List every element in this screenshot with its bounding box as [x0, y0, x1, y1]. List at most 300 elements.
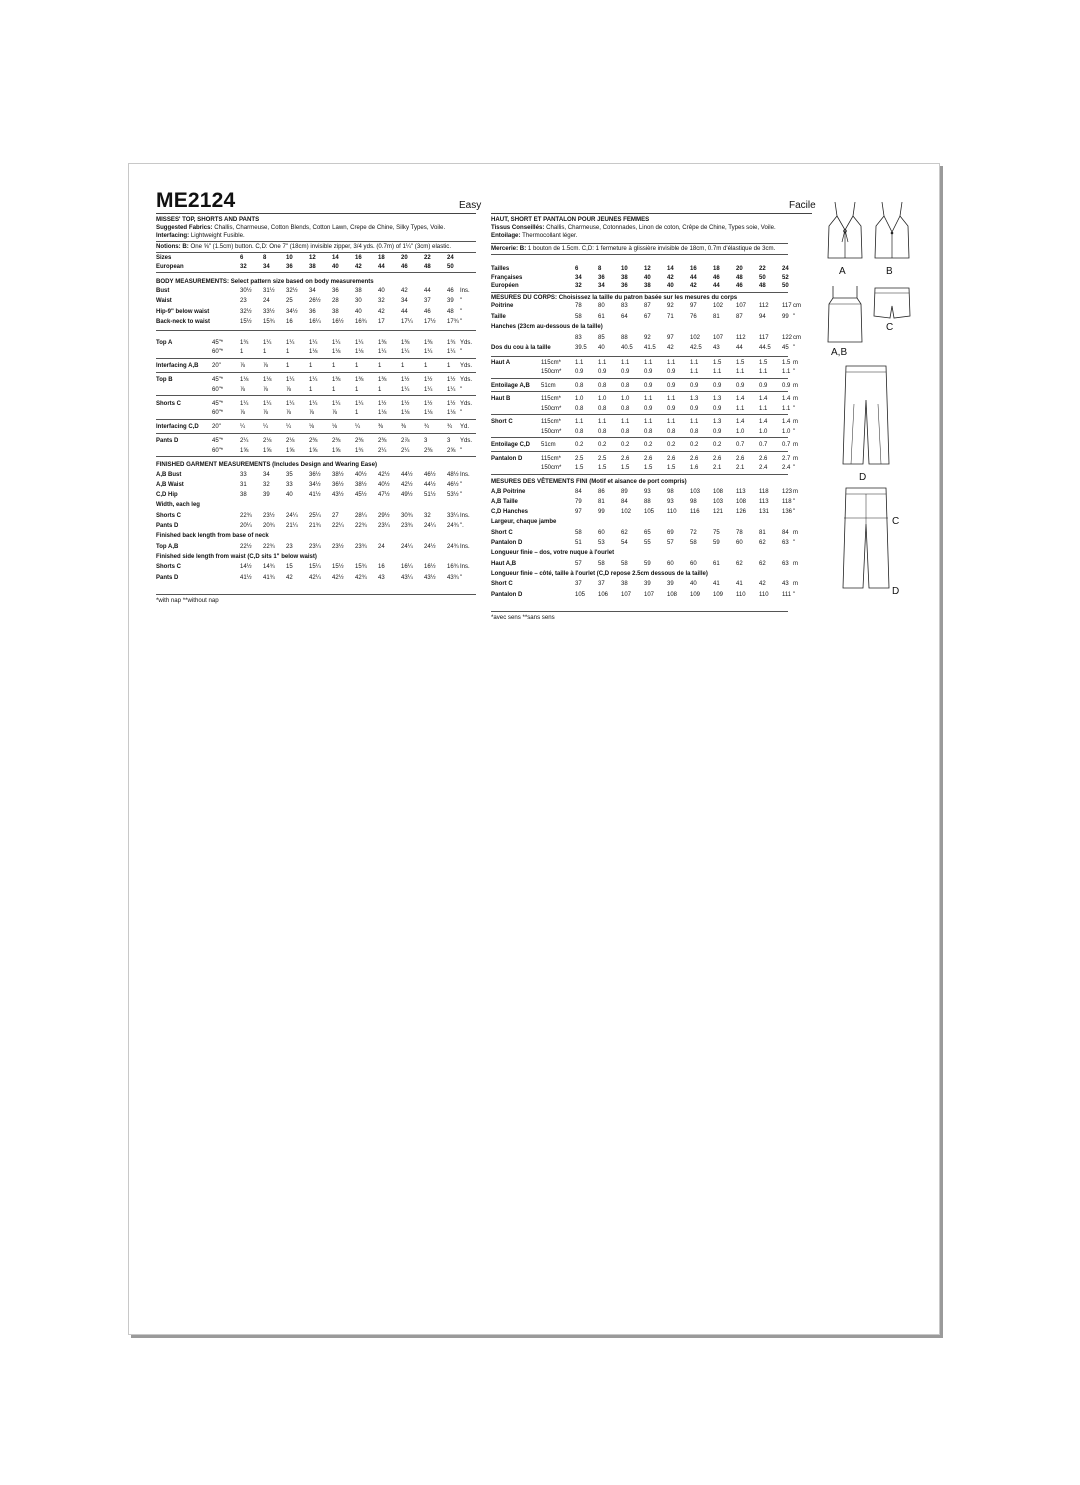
finished-value: 15	[286, 564, 293, 571]
yardage-value: 0.9	[667, 405, 676, 412]
body-value: 34	[401, 298, 408, 304]
yardage-value: 0.2	[621, 442, 630, 448]
table-rule	[156, 330, 476, 331]
yardage-value: 2⅜	[309, 438, 318, 444]
body-value: 38	[355, 287, 362, 294]
yardage-value: 1.1	[598, 359, 607, 366]
finished-value: 110	[736, 591, 746, 598]
yardage-value: 2.5	[598, 455, 607, 462]
yardage-value: 1.1	[644, 419, 653, 425]
unit: Ins.	[460, 471, 470, 478]
yardage-value: 2⅜	[355, 438, 364, 444]
unit: Ins.	[460, 543, 470, 550]
body-value: 39	[447, 298, 454, 304]
size-value: 44	[378, 263, 385, 270]
yardage-value: 1	[401, 363, 405, 369]
yardage-value: 1	[424, 363, 428, 369]
finished-value: 27	[332, 512, 339, 519]
section-title: MISSES' TOP, SHORTS AND PANTS	[156, 216, 260, 223]
yardage-value: 1	[355, 386, 359, 393]
yardage-value: 1.1	[759, 405, 768, 412]
finished-value: 42	[759, 581, 766, 588]
notions: Notions: B: One ⅝" (1.5cm) button. C,D: One 7" (18cm) invisible zipper, 3/4 yds. (0.7m) of 1¼" (3cm) elastic.	[156, 243, 452, 250]
body-value: 97	[690, 303, 697, 309]
finished-value: 24¾	[447, 543, 459, 550]
body-value: 17¼	[401, 319, 413, 325]
yardage-value: 1.5	[782, 359, 791, 366]
yardage-value: 2⅜	[332, 438, 341, 444]
fabric-width: 60"*	[212, 447, 224, 454]
yardage-value: 1.1	[575, 359, 584, 366]
unit: "	[460, 410, 463, 416]
yardage-value: 0.8	[598, 428, 607, 435]
size-value: 10	[286, 255, 293, 261]
finished-value: 86	[598, 488, 605, 495]
body-value: 117	[782, 303, 792, 309]
finished-value: 40½	[355, 471, 367, 478]
yardage-label: Haut B	[491, 396, 511, 402]
yardage-value: 1¼	[332, 400, 341, 407]
finished-value: 24	[378, 543, 385, 550]
yardage-value: 2⅛	[263, 438, 272, 444]
section-title: HAUT, SHORT ET PANTALON POUR JEUNES FEMMES	[491, 216, 650, 223]
finished-value: 43	[378, 574, 385, 581]
finished-value: 22¼	[332, 523, 344, 529]
size-value: 38	[621, 274, 628, 281]
finished-value: 38	[240, 492, 247, 499]
yardage-value: 1.0	[736, 428, 745, 435]
finished-value: 42¼	[309, 574, 321, 581]
yardage-value: 1⅝	[332, 447, 341, 454]
finished-value: 58	[690, 540, 697, 546]
finished-value: 22¾	[263, 543, 275, 550]
yardage-value: 1.1	[736, 405, 745, 412]
finished-value: 105	[575, 591, 586, 598]
finished-value: 34	[263, 471, 270, 478]
yardage-value: ¼	[240, 424, 246, 430]
yardage-value: 0.8	[598, 405, 607, 412]
size-value: 34	[575, 274, 582, 281]
yardage-value: 1.5	[713, 359, 722, 366]
finished-value: 23¼	[378, 523, 390, 529]
yardage-value: 1.5	[644, 465, 653, 471]
finished-value: 54	[621, 540, 628, 546]
yardage-value: 1¾	[355, 447, 364, 454]
finished-value: 93	[667, 498, 674, 505]
unit: cm	[793, 303, 801, 309]
body-value: 36	[332, 287, 339, 294]
finished-value: 81	[598, 498, 605, 505]
table-rule	[156, 456, 476, 457]
unit: m	[793, 419, 798, 425]
body-value: 37	[424, 298, 431, 304]
finished-value: 25¼	[309, 512, 321, 519]
size-value: 36	[598, 274, 605, 281]
finished-value: 42½	[401, 481, 413, 488]
body-row-label: Hanches (23cm au-dessous de la taille)	[491, 324, 603, 330]
yardage-value: 1.1	[690, 359, 699, 366]
finished-value: 20¾	[263, 523, 275, 529]
fabric-width: 45"*	[212, 438, 224, 444]
table-rule	[156, 358, 476, 359]
size-value: 50	[759, 274, 766, 281]
finished-value: 14¾	[263, 564, 275, 571]
yardage-value: 1	[355, 410, 359, 416]
finished-value: 21¼	[286, 523, 298, 529]
finished-value: 84	[782, 529, 789, 536]
size-value: 18	[713, 266, 720, 272]
yardage-value: 1.1	[621, 419, 630, 425]
finished-row-label: Shorts C	[156, 512, 182, 519]
finished-value: 42½	[378, 471, 390, 478]
size-value: 6	[575, 266, 579, 272]
body-value: 17	[378, 319, 385, 325]
yardage-value: 1	[286, 349, 290, 355]
body-value: 64	[621, 313, 628, 320]
unit: Ins.	[460, 564, 470, 571]
yardage-value: 1.1	[667, 396, 676, 402]
finished-value: 16¼	[401, 564, 413, 571]
yardage-value: 1.5	[598, 465, 607, 471]
yardage-value: 3	[447, 438, 451, 444]
yardage-value: 0.9	[621, 369, 630, 375]
unit: Ins.	[460, 512, 470, 519]
yardage-value: ⅞	[240, 386, 246, 393]
finished-value: 21¾	[309, 523, 321, 529]
body-row-label: Bust	[156, 287, 170, 294]
size-value: 22	[759, 266, 766, 272]
finished-value: 98	[690, 498, 697, 505]
yardage-value: 0.8	[621, 405, 630, 412]
yardage-value: 1¾	[240, 339, 249, 346]
yardage-value: 1.5	[575, 465, 584, 471]
finished-value: 42½	[332, 574, 344, 581]
body-value: 46	[424, 308, 431, 315]
fabric-width: 115cm*	[541, 396, 561, 402]
finished-value: 23¾	[355, 543, 367, 550]
finished-value: 65	[644, 529, 651, 536]
size-value: 38	[309, 263, 316, 270]
finished-value: 37	[598, 581, 605, 588]
yardage-value: 2.6	[644, 455, 653, 462]
size-value: 22	[424, 255, 431, 261]
body-value: 94	[759, 313, 766, 320]
yardage-value: 1.6	[690, 465, 699, 471]
size-value: 20	[401, 255, 408, 261]
finished-value: 30¾	[401, 512, 413, 519]
body-value: 42	[401, 287, 408, 294]
yardage-label: Top B	[156, 377, 173, 383]
yardage-value: 1.3	[713, 419, 722, 425]
finished-value: 55	[644, 540, 651, 546]
finished-value: 15¼	[309, 564, 321, 571]
finished-value: 98	[667, 488, 674, 495]
fabric-width: 51cm	[541, 382, 556, 389]
finished-value: 44½	[401, 471, 413, 478]
body-value: 31½	[263, 287, 275, 294]
yardage-value: ¼	[263, 424, 269, 430]
finished-value: 39	[263, 492, 270, 499]
unit: "	[793, 313, 796, 320]
yardage-value: 1¼	[355, 400, 364, 407]
finished-value: 84	[575, 488, 582, 495]
body-value: 112	[736, 334, 746, 341]
finished-value: 59	[644, 560, 651, 567]
finished-value: 43¾	[447, 574, 459, 581]
unit: "	[460, 349, 463, 355]
yardage-value: 1.1	[782, 405, 791, 412]
finished-value: 116	[690, 509, 700, 516]
yardage-value: 0.9	[575, 369, 584, 375]
finished-row-label: Pants D	[156, 574, 179, 581]
finished-row-label: Finished back length from base of neck	[156, 533, 269, 540]
yardage-value: 2¼	[401, 447, 410, 454]
table-rule	[491, 437, 788, 438]
body-value: 122	[782, 334, 793, 341]
yardage-value: 1.1	[713, 369, 722, 375]
table-rule	[491, 254, 788, 255]
finished-value: 48½	[447, 471, 459, 478]
yardage-value: ⅛	[332, 424, 338, 430]
body-value: 25	[286, 298, 293, 304]
size-value: 16	[355, 255, 362, 261]
finished-value: 60	[667, 560, 674, 567]
yardage-value: 0.9	[713, 405, 722, 412]
yardage-value: 1⅝	[286, 447, 295, 454]
body-value: 58	[575, 313, 582, 320]
yardage-value: 1½	[378, 400, 387, 407]
yardage-value: 1¼	[286, 377, 295, 383]
yardage-value: 0.2	[713, 442, 722, 448]
yardage-value: 1½	[424, 377, 433, 383]
finished-value: 37	[575, 581, 582, 588]
size-value: 10	[621, 266, 628, 272]
body-value: 92	[644, 334, 651, 341]
unit: "	[460, 319, 463, 325]
unit: "	[793, 428, 796, 435]
finished-value: 93	[644, 488, 651, 495]
finished-value: 58	[598, 560, 605, 567]
yardage-value: 1¼	[355, 339, 364, 346]
yardage-value: ⅞	[309, 410, 315, 416]
yardage-value: 1¼	[309, 339, 318, 346]
finished-value: 51	[575, 540, 582, 546]
body-value: 107	[713, 334, 724, 341]
table-rule	[491, 292, 788, 293]
finished-value: 24¼	[424, 523, 436, 529]
finished-row-label: A,B Taille	[491, 498, 518, 505]
yardage-value: 1.4	[759, 419, 768, 425]
finished-value: 131	[759, 509, 770, 516]
yardage-value: 1¼	[378, 349, 387, 355]
finished-value: 105	[644, 509, 655, 516]
finished-value: 35	[286, 471, 293, 478]
table-rule	[491, 356, 788, 357]
body-value: 30	[355, 298, 362, 304]
yardage-value: 0.8	[575, 382, 584, 389]
yardage-value: 0.8	[621, 382, 630, 389]
body-value: 43	[713, 345, 720, 351]
finished-value: 41½	[309, 492, 321, 499]
finished-value: 108	[713, 488, 724, 495]
yardage-value: 0.9	[644, 369, 653, 375]
yardage-value: 1⅛	[263, 377, 272, 383]
table-rule	[491, 378, 788, 379]
finished-value: 110	[667, 509, 677, 516]
yardage-value: 0.9	[644, 405, 653, 412]
yardage-value: 2¼	[240, 438, 249, 444]
unit: "	[460, 298, 463, 304]
finished-value: 36½	[332, 481, 344, 488]
yardage-value: 1⅜	[332, 377, 341, 383]
yardage-value: 0.9	[644, 382, 653, 389]
body-value: 16	[286, 319, 293, 325]
body-value: 45	[782, 345, 789, 351]
finished-value: 75	[713, 529, 720, 536]
yardage-value: 0.9	[736, 382, 745, 389]
finished-value: 102	[621, 509, 632, 516]
body-value: 92	[667, 303, 674, 309]
finished-row-label: Pantalon D	[491, 540, 523, 546]
yardage-value: 1.1	[759, 369, 768, 375]
yardage-value: 1⅜	[378, 339, 387, 346]
yardage-value: 1⅛	[355, 349, 364, 355]
figure-label-ab: A,B	[831, 347, 848, 358]
body-value: 80	[598, 303, 605, 309]
pants-back-illustration	[841, 486, 891, 592]
body-value: 16½	[332, 319, 344, 325]
body-value: 40.5	[621, 345, 633, 351]
footnote: *avec sens **sans sens	[491, 613, 555, 621]
yardage-value: ¾	[424, 424, 430, 430]
finished-value: 33	[240, 471, 247, 478]
fabric-width: 150cm*	[541, 428, 562, 435]
yardage-value: 2⅛	[286, 438, 295, 444]
finished-value: 62	[736, 560, 743, 567]
yardage-value: 2¼	[378, 447, 387, 454]
finished-value: 103	[713, 498, 724, 505]
table-rule	[156, 272, 476, 273]
finished-row-label: C,D Hanches	[491, 509, 529, 516]
yardage-value: 2.6	[667, 455, 676, 462]
yardage-value: 1.1	[736, 369, 745, 375]
yardage-value: 1⅛	[424, 410, 433, 416]
finished-value: 109	[690, 591, 701, 598]
yardage-value: 1⅜	[424, 339, 433, 346]
body-value: 88	[621, 334, 628, 341]
yardage-value: 1.5	[736, 359, 745, 366]
unit: "	[460, 447, 463, 454]
finished-value: 60	[736, 540, 743, 546]
body-value: 40	[378, 287, 385, 294]
finished-value: 24½	[424, 543, 436, 550]
finished-value: 24¼	[401, 543, 413, 550]
yardage-value: 1.4	[782, 419, 791, 425]
finished-value: 107	[644, 591, 655, 598]
yardage-value: 1¼	[286, 339, 295, 346]
yardage-value: 1.0	[598, 396, 607, 402]
yardage-value: 2.1	[736, 465, 745, 471]
yardage-label: Pantalon D	[491, 455, 523, 462]
fabric-width: 115cm*	[541, 359, 561, 366]
body-value: 42.5	[690, 345, 702, 351]
size-value: 52	[782, 274, 789, 281]
body-value: 40	[598, 345, 605, 351]
yardage-value: ⅜	[378, 424, 384, 430]
finished-value: 97	[575, 509, 582, 516]
unit: "	[793, 540, 796, 546]
header-rule-fr	[491, 213, 812, 214]
unit: "	[793, 591, 796, 598]
body-value: 42	[378, 308, 385, 315]
fabric-width: 45"*	[212, 339, 224, 346]
table-rule	[491, 414, 788, 415]
finished-row-label: Pants D	[156, 523, 179, 529]
body-row-label: Dos du cou à la taille	[491, 345, 551, 351]
body-value: 44	[424, 287, 431, 294]
finished-value: 38½	[332, 471, 344, 478]
unit: "	[793, 498, 796, 505]
body-value: 83	[621, 303, 628, 309]
body-value: 28	[332, 298, 339, 304]
yardage-value: 1½	[447, 400, 456, 407]
fabric-width: 20"	[212, 424, 221, 430]
yardage-label: Pants D	[156, 438, 179, 444]
finished-row-label: Longueur finie – dos, votre nuque à l'ourlet	[491, 550, 615, 557]
finished-row-label: Pantalon D	[491, 591, 523, 598]
body-value: 102	[713, 303, 724, 309]
yardage-value: ⅛	[309, 424, 315, 430]
body-value: 48	[447, 308, 454, 315]
size-value: 36	[286, 263, 293, 270]
yardage-value: 1.1	[690, 419, 699, 425]
yardage-value: 1.3	[690, 396, 699, 402]
size-value: 34	[598, 283, 605, 289]
figure-label-d1: D	[859, 472, 867, 483]
yardage-value: 0.9	[759, 382, 768, 389]
table-rule	[491, 611, 788, 612]
finished-value: 41	[713, 581, 720, 588]
finished-value: 103	[690, 488, 701, 495]
yardage-value: 1¼	[447, 386, 456, 393]
body-value: 76	[690, 313, 697, 320]
size-value: 8	[263, 255, 267, 261]
table-rule	[491, 243, 788, 244]
size-value: 44	[690, 274, 697, 281]
yardage-value: 1.1	[621, 359, 630, 366]
finished-value: 79	[575, 498, 582, 505]
yardage-value: 1	[263, 349, 267, 355]
body-value: 87	[644, 303, 651, 309]
table-rule	[156, 372, 476, 373]
finished-value: 22¾	[355, 523, 367, 529]
finished-value: 41¾	[263, 574, 275, 581]
finished-value: 23	[286, 543, 293, 550]
unit: ".	[460, 523, 464, 529]
finished-value: 62	[759, 540, 766, 546]
finished-value: 43½	[332, 492, 344, 499]
finished-value: 16	[378, 564, 385, 571]
yardage-value: 1⅛	[447, 410, 456, 416]
yardage-value: 1⅜	[355, 377, 364, 383]
yardage-value: 1⅝	[240, 447, 249, 454]
body-value: 34	[309, 287, 316, 294]
finished-value: 42	[286, 574, 293, 581]
yardage-value: 1⅜	[378, 377, 387, 383]
yardage-value: 0.9	[690, 382, 699, 389]
body-measurements-header: MESURES DU CORPS: Choisissez la taille du patron basée sur les mesures du corps	[491, 293, 738, 301]
size-value: 50	[782, 283, 789, 289]
